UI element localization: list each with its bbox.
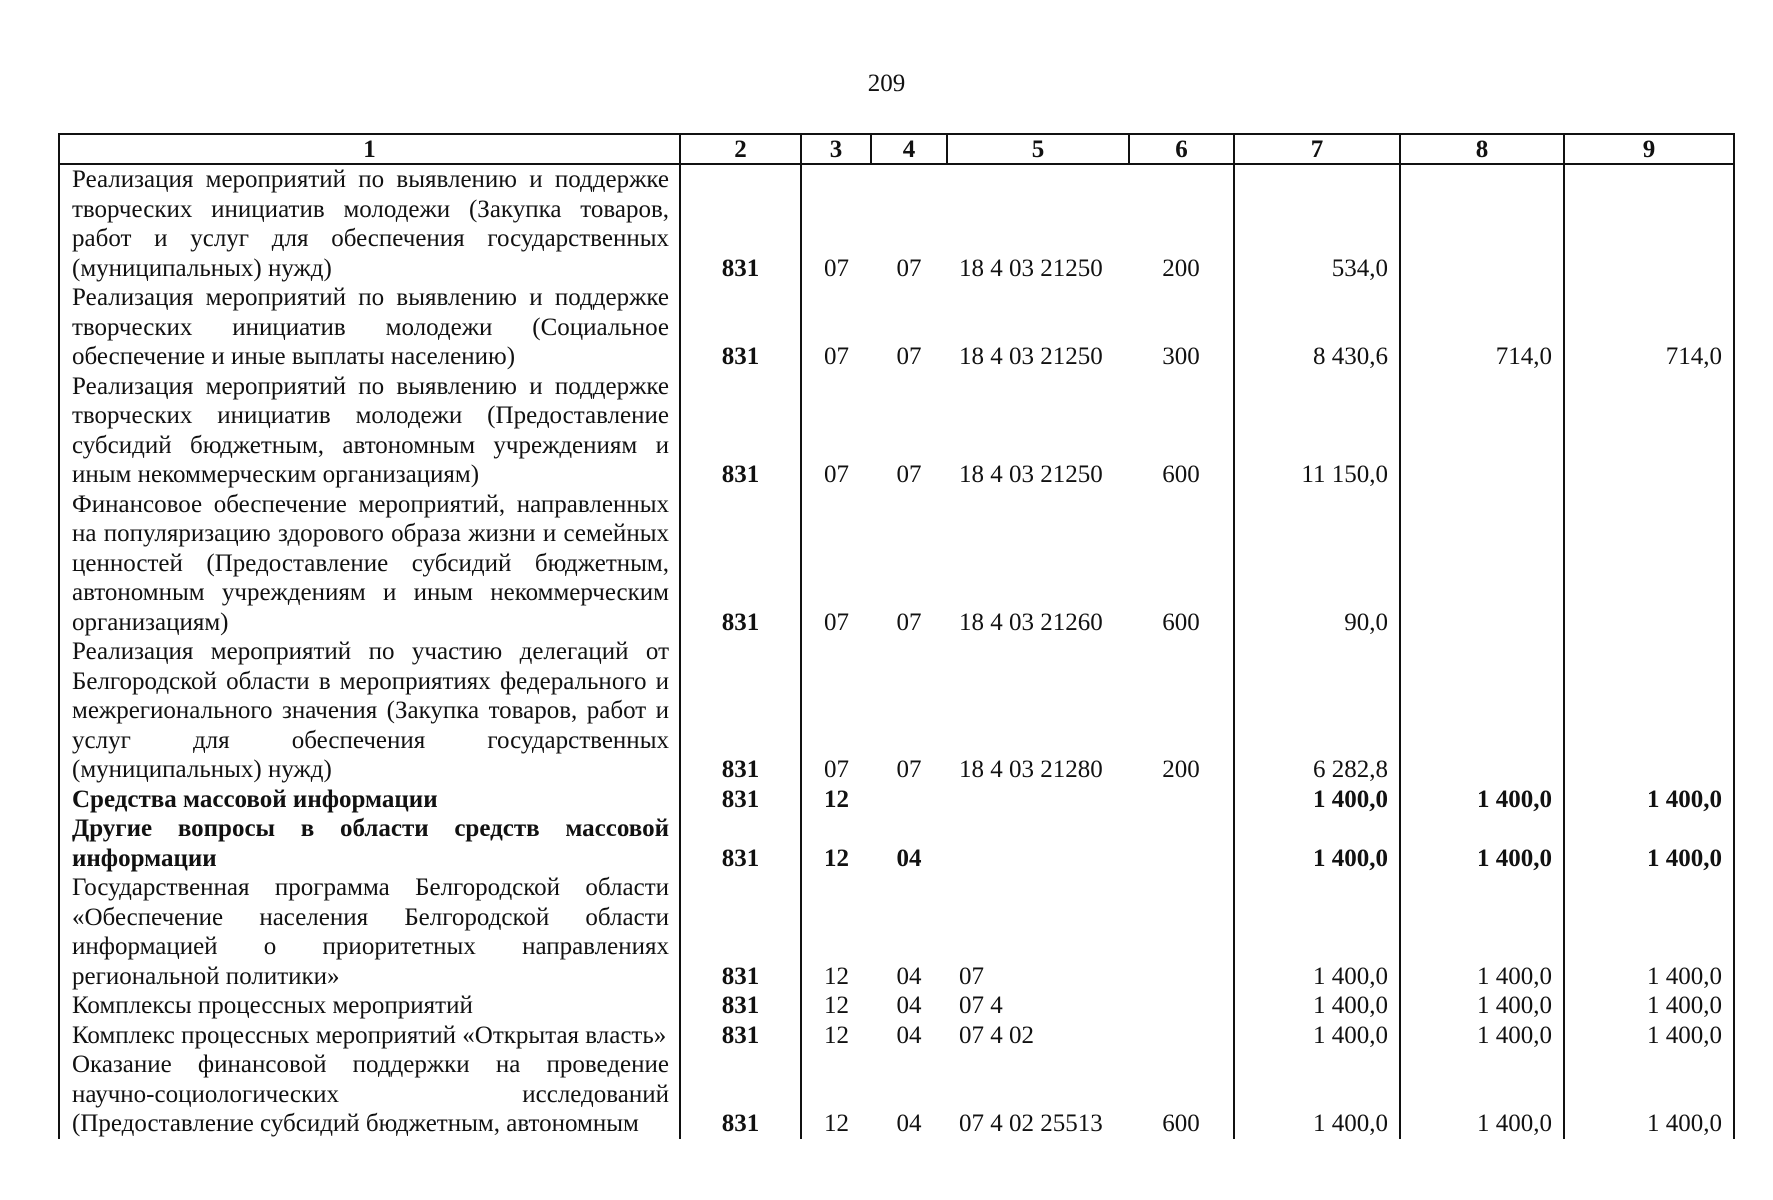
row-name: Комплекс процессных мероприятий «Открытая власть» (59, 1021, 680, 1051)
row-name: Реализация мероприятий по выявлению и поддержке творческих инициатив молодежи (Предоставление субсидий бюджетным, автономным учреждениям и иным некоммерческим организациям) (59, 372, 680, 490)
row-ved: 831 (680, 1050, 801, 1139)
table-header-row (59, 134, 1734, 164)
row-vr (1129, 873, 1234, 991)
row-ved: 831 (680, 372, 801, 490)
header-col-8: 8 (1400, 134, 1564, 164)
row-csr: 18 4 03 21260 (959, 608, 1103, 636)
row-amount-8: 1 400,0 (1400, 873, 1564, 991)
table-row (59, 283, 1734, 372)
row-rz: 07 (824, 608, 849, 636)
row-csr (947, 814, 1129, 873)
row-pr: 04 (896, 962, 922, 990)
row-csr: 18 4 03 21250 (959, 254, 1103, 282)
header-col-2: 2 (680, 134, 801, 164)
row-ved: 831 (680, 873, 801, 991)
table-row (59, 1021, 1734, 1051)
row-amount-8 (1400, 372, 1564, 490)
row-csr: 07 (959, 962, 984, 990)
row-pr: 07 (896, 756, 922, 783)
row-amount-9 (1564, 164, 1734, 283)
row-rz: 12 (824, 962, 849, 990)
row-ved: 831 (680, 637, 801, 785)
row-amount-8: 1 400,0 (1400, 814, 1564, 873)
header-col-1: 1 (59, 134, 680, 164)
row-amount-9 (1564, 637, 1734, 785)
table-row (59, 372, 1734, 490)
row-rz: 12 (824, 992, 849, 1019)
row-vr (1129, 785, 1234, 815)
header-col-3: 3 (801, 134, 871, 164)
row-pr: 07 (896, 254, 922, 282)
budget-table (58, 133, 1735, 1139)
row-amount-9: 1 400,0 (1564, 1050, 1734, 1139)
row-rz: 07 (824, 756, 849, 783)
row-ved: 831 (680, 283, 801, 372)
row-amount-7: 6 282,8 (1234, 637, 1400, 785)
table-row (59, 991, 1734, 1021)
row-ved: 831 (680, 814, 801, 873)
row-amount-9: 1 400,0 (1564, 873, 1734, 991)
table-row-section (59, 785, 1734, 815)
row-name: Реализация мероприятий по выявлению и поддержке творческих инициатив молодежи (Социальное обеспечение и иные выплаты населению) (59, 283, 680, 372)
row-rz: 12 (824, 785, 849, 813)
row-rz: 12 (824, 1110, 849, 1137)
row-pr: 07 (896, 608, 922, 636)
row-amount-8 (1400, 164, 1564, 283)
row-amount-9 (1564, 490, 1734, 638)
row-vr (1129, 991, 1234, 1021)
page-number: 209 (867, 70, 906, 97)
row-amount-9 (1564, 372, 1734, 490)
row-ved: 831 (680, 991, 801, 1021)
row-name: Комплексы процессных мероприятий (59, 991, 680, 1021)
row-ved: 831 (680, 164, 801, 283)
row-amount-9: 1 400,0 (1564, 1021, 1734, 1051)
row-amount-7: 534,0 (1234, 164, 1400, 283)
row-amount-9: 1 400,0 (1564, 991, 1734, 1021)
row-name: Государственная программа Белгородской области «Обеспечение населения Белгородской области информацией о приоритетных направлениях региональной политики» (59, 873, 680, 991)
row-pr: 04 (896, 1110, 922, 1137)
row-csr: 07 4 02 25513 (959, 1110, 1103, 1137)
table-row (59, 1050, 1734, 1139)
row-amount-8: 714,0 (1400, 283, 1564, 372)
row-amount-8 (1400, 637, 1564, 785)
table-row (59, 637, 1734, 785)
row-amount-7: 1 400,0 (1234, 873, 1400, 991)
row-vr: 200 (1129, 637, 1234, 785)
row-csr: 18 4 03 21250 (959, 343, 1103, 370)
row-name: Реализация мероприятий по выявлению и поддержке творческих инициатив молодежи (Закупка товаров, работ и услуг для обеспечения государственных (муниципальных) нужд) (59, 164, 680, 283)
table-row (59, 164, 1734, 283)
row-csr: 07 4 02 (959, 1021, 1034, 1049)
row-amount-9: 1 400,0 (1564, 785, 1734, 815)
row-amount-8: 1 400,0 (1400, 1021, 1564, 1051)
row-csr: 07 4 (959, 992, 1003, 1019)
row-vr: 300 (1129, 283, 1234, 372)
row-amount-7: 1 400,0 (1234, 991, 1400, 1021)
row-ved: 831 (680, 785, 801, 815)
row-name: Финансовое обеспечение мероприятий, направленных на популяризацию здорового образа жизни и семейных ценностей (Предоставление субсидий бюджетным, автономным учреждениям и иным некоммерческим организациям) (59, 490, 680, 638)
row-amount-7: 1 400,0 (1234, 1021, 1400, 1051)
row-amount-7: 11 150,0 (1234, 372, 1400, 490)
row-vr (1129, 1021, 1234, 1051)
row-rz: 07 (824, 461, 849, 488)
table-row (59, 873, 1734, 991)
row-pr: 07 (896, 343, 922, 370)
row-vr: 200 (1129, 164, 1234, 283)
row-rz: 12 (824, 844, 849, 872)
row-vr (1129, 814, 1234, 873)
row-ved: 831 (680, 490, 801, 638)
row-amount-8 (1400, 490, 1564, 638)
row-pr: 04 (896, 1021, 922, 1049)
row-vr: 600 (1129, 372, 1234, 490)
row-csr: 18 4 03 21280 (959, 756, 1103, 783)
row-name: Средства массовой информации (59, 785, 680, 815)
row-amount-8: 1 400,0 (1400, 991, 1564, 1021)
row-vr: 600 (1129, 490, 1234, 638)
row-amount-8: 1 400,0 (1400, 785, 1564, 815)
row-pr: 04 (896, 844, 922, 872)
row-pr: 07 (896, 461, 922, 488)
header-col-9: 9 (1564, 134, 1734, 164)
table-body (59, 164, 1734, 1139)
row-vr: 600 (1129, 1050, 1234, 1139)
row-amount-9: 1 400,0 (1564, 814, 1734, 873)
row-csr (947, 785, 1129, 815)
table-row-section (59, 814, 1734, 873)
header-col-4: 4 (871, 134, 947, 164)
row-name: Оказание финансовой поддержки на проведение научно-социологических исследований (Предоставление субсидий бюджетным, автономным (59, 1050, 680, 1139)
row-rz: 12 (824, 1021, 849, 1049)
row-amount-7: 1 400,0 (1234, 1050, 1400, 1139)
header-col-7: 7 (1234, 134, 1400, 164)
row-amount-7: 8 430,6 (1234, 283, 1400, 372)
row-pr (871, 785, 947, 815)
row-amount-7: 1 400,0 (1234, 785, 1400, 815)
row-amount-8: 1 400,0 (1400, 1050, 1564, 1139)
row-name: Другие вопросы в области средств массовой информации (59, 814, 680, 873)
row-rz: 07 (824, 254, 849, 282)
header-col-6: 6 (1129, 134, 1234, 164)
row-amount-7: 90,0 (1234, 490, 1400, 638)
row-pr: 04 (896, 992, 922, 1019)
row-rz: 07 (824, 343, 849, 370)
row-csr: 18 4 03 21250 (959, 461, 1103, 488)
row-ved: 831 (680, 1021, 801, 1051)
header-col-5: 5 (947, 134, 1129, 164)
row-amount-7: 1 400,0 (1234, 814, 1400, 873)
row-amount-9: 714,0 (1564, 283, 1734, 372)
row-name: Реализация мероприятий по участию делегаций от Белгородской области в мероприятиях федерального и межрегионального значения (Закупка товаров, работ и услуг для обеспечения государственных (муниципальных) нужд) (59, 637, 680, 785)
table-row (59, 490, 1734, 638)
